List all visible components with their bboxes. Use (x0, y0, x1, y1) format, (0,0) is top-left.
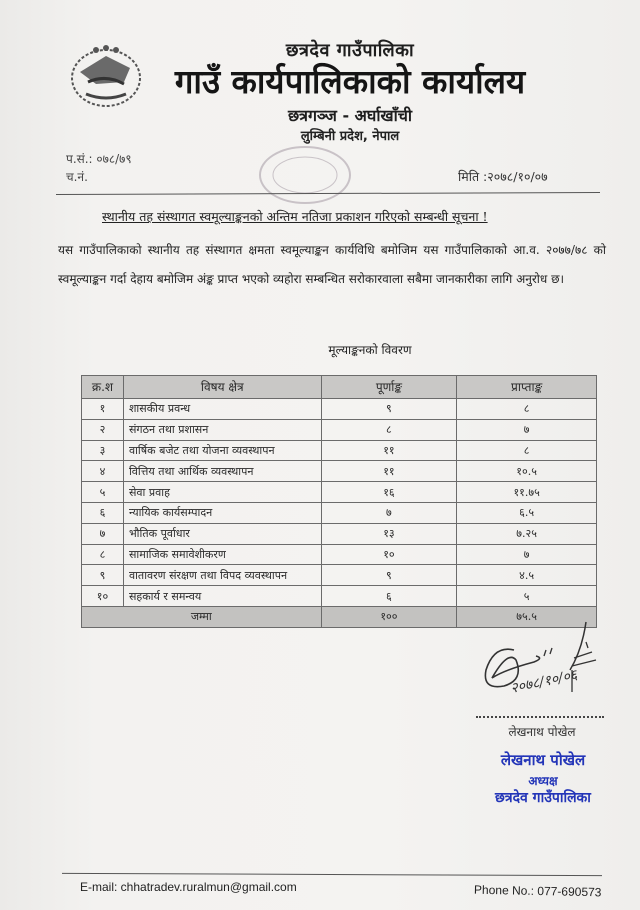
footer-phone: Phone No.: 077-690573 (473, 882, 602, 900)
table-row (82, 586, 597, 607)
row-serial: ३ (82, 440, 124, 461)
row-obtained: ७ (457, 544, 597, 565)
row-obtained: ११.७५ (457, 482, 597, 503)
signer-name: लेखनाथ पोखेल (508, 725, 576, 739)
row-subject: न्यायिक कार्यसम्पादन (123, 502, 321, 523)
reference-number: प.सं.: ०७८/७९ (66, 152, 132, 166)
row-subject: सामाजिक समावेशीकरण (123, 544, 321, 565)
row-full-marks: ९ (321, 565, 457, 586)
seal-name: लेखनाथ पोखेल (500, 751, 586, 769)
table-row (82, 419, 597, 440)
row-serial: ६ (82, 502, 124, 523)
row-full-marks: १६ (321, 482, 457, 503)
row-obtained: ८ (457, 440, 597, 461)
document-date: मिति :२०७८/१०/०७ (458, 169, 548, 184)
row-serial: ४ (82, 461, 124, 482)
table-row (82, 482, 597, 503)
row-serial: ७ (82, 523, 124, 544)
table-row (82, 565, 597, 586)
row-full-marks: १३ (321, 523, 457, 544)
header-full-marks: पूर्णाङ्क (321, 376, 457, 399)
row-subject: भौतिक पूर्वाधार (123, 523, 321, 544)
row-serial: १० (82, 586, 124, 607)
table-row (82, 502, 597, 523)
header-serial: क्र.श (82, 376, 124, 399)
province-country: लुम्बिनी प्रदेश, नेपाल (300, 129, 400, 144)
row-subject: वातावरण संरक्षण तथा विपद व्यवस्थापन (123, 565, 321, 586)
table-row (82, 440, 597, 461)
row-serial: १ (82, 399, 124, 420)
row-full-marks: ९ (321, 399, 457, 420)
footer-divider (62, 873, 602, 876)
total-label: जम्मा (82, 606, 322, 627)
header-subject: विषय क्षेत्र (123, 376, 321, 399)
signature-line (476, 716, 604, 718)
row-obtained: ६.५ (457, 502, 597, 523)
notice-title: स्थानीय तह संस्थागत स्वमूल्याङ्कनको अन्तिम नतिजा प्रकाशन गरिएको सम्बन्धी सूचना ! (102, 209, 488, 224)
row-full-marks: ६ (321, 586, 457, 607)
notice-body: यस गाउँपालिकाको स्थानीय तह संस्थागत क्षमता स्वमूल्याङ्कन कार्यविधि बमोजिम यस गाउँपालिकाको आ.व. २०७७/७८ को स्वमूल्याङ्कन गर्दा देहाय बमोजिम अंङ्क प्राप्त भएको व्यहोरा सम्बन्धित सरोकारवाला सबैमा जानकारीका लागि अनुरोध छ। (58, 243, 606, 286)
header-obtained-marks: प्राप्ताङ्क (457, 376, 597, 399)
seal-role: अध्यक्ष (528, 774, 558, 788)
row-subject: वार्षिक बजेट तथा योजना व्यवस्थापन (123, 440, 321, 461)
row-full-marks: ८ (321, 419, 457, 440)
row-full-marks: ७ (321, 502, 457, 523)
nepal-emblem-icon (66, 38, 146, 110)
row-obtained: ५ (457, 586, 597, 607)
row-subject: सेवा प्रवाह (123, 482, 321, 503)
row-obtained: १०.५ (457, 461, 597, 482)
row-full-marks: ११ (321, 440, 457, 461)
table-caption: मूल्याङ्कनको विवरण (328, 343, 412, 357)
office-title: गाउँ कार्यपालिकाको कार्यालय (174, 62, 526, 101)
row-serial: २ (82, 419, 124, 440)
row-obtained: ७ (457, 419, 597, 440)
evaluation-table (81, 375, 597, 628)
row-obtained: ७.२५ (457, 523, 597, 544)
total-obtained: ७५.५ (457, 606, 597, 627)
row-serial: ९ (82, 565, 124, 586)
table-row (82, 544, 597, 565)
municipality-name: छत्रदेव गाउँपालिका (285, 40, 415, 61)
seal-organization: छत्रदेव गाउँपालिका (495, 790, 591, 806)
table-row (82, 461, 597, 482)
row-full-marks: ११ (321, 461, 457, 482)
row-subject: शासकीय प्रवन्ध (123, 399, 321, 420)
footer-email: E-mail: chhatradev.ruralmun@gmail.com (80, 880, 297, 894)
office-stamp-icon (250, 140, 360, 210)
row-subject: सहकार्य र समन्वय (123, 586, 321, 607)
office-location: छत्रगञ्ज - अर्घाखाँची (287, 106, 413, 125)
row-obtained: ८ (457, 399, 597, 420)
dispatch-number: च.नं. (66, 170, 88, 184)
total-full-marks: १०० (321, 606, 457, 627)
handwritten-date: २०७८/१०/०६ (509, 667, 579, 697)
table-row (82, 523, 597, 544)
row-serial: ८ (82, 544, 124, 565)
row-subject: वित्तिय तथा आर्थिक व्यवस्थापन (123, 461, 321, 482)
table-header-row (82, 376, 597, 399)
table-row (82, 399, 597, 420)
row-full-marks: १० (321, 544, 457, 565)
row-obtained: ४.५ (457, 565, 597, 586)
row-serial: ५ (82, 482, 124, 503)
row-subject: संगठन तथा प्रशासन (123, 419, 321, 440)
